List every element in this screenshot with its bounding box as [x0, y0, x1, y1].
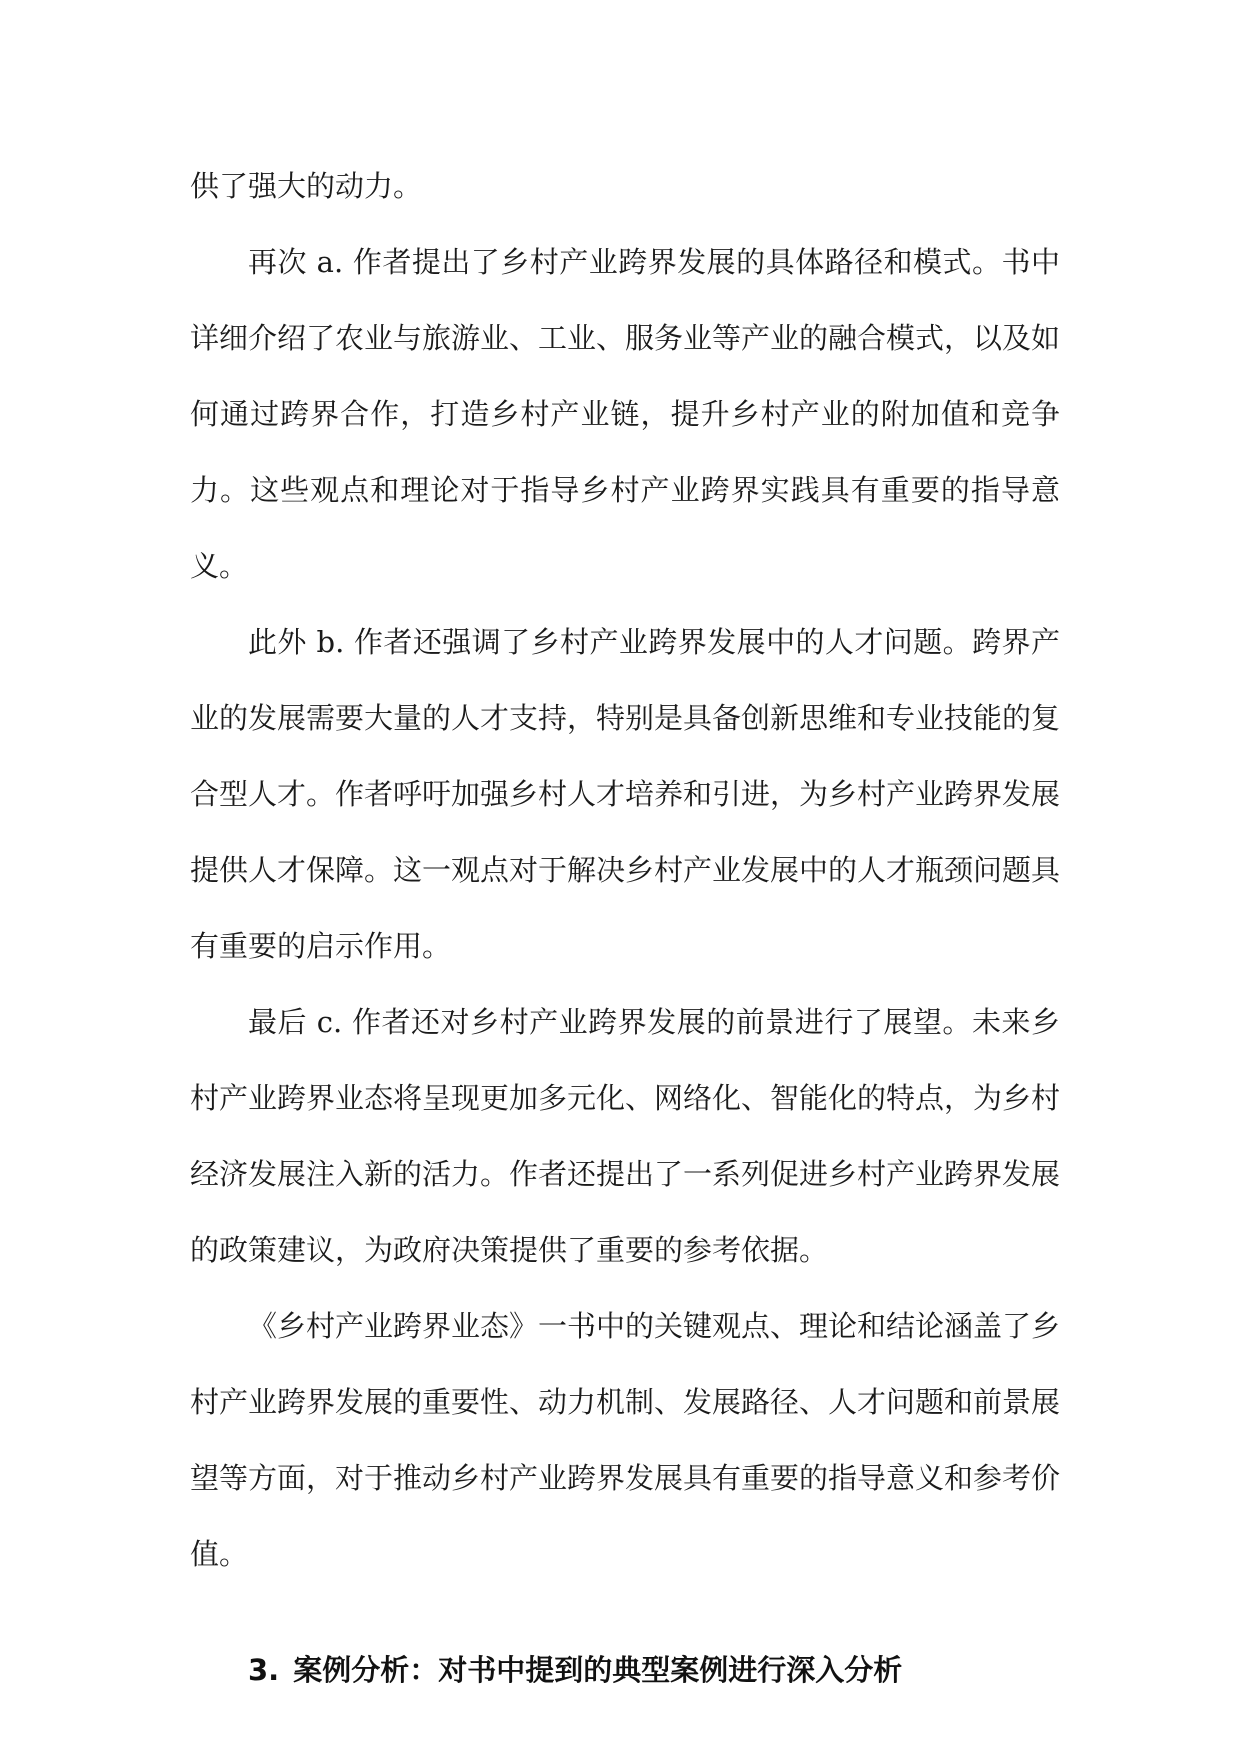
- paragraph-b-talent: 此外 b. 作者还强调了乡村产业跨界发展中的人才问题。跨界产业的发展需要大量的人才支持，特别是具备创新思维和专业技能的复合型人才。作者呼吁加强乡村人才培养和引进，为乡村产业跨界发展提供人才保障。这一观点对于解决乡村产业发展中的人才瓶颈问题具有重要的启示作用。: [190, 625, 1061, 963]
- section-number: 3.: [248, 1653, 280, 1687]
- paragraph-c-outlook: 最后 c. 作者还对乡村产业跨界发展的前景进行了展望。未来乡村产业跨界业态将呈现更加多元化、网络化、智能化的特点，为乡村经济发展注入新的活力。作者还提出了一系列促进乡村产业跨界发展的政策建议，为政府决策提供了重要的参考依据。: [190, 1005, 1061, 1267]
- paragraph-summary: 《乡村产业跨界业态》一书中的关键观点、理论和结论涵盖了乡村产业跨界发展的重要性、动力机制、发展路径、人才问题和前景展望等方面，对于推动乡村产业跨界发展具有重要的指导意义和参考价值。: [190, 1309, 1061, 1571]
- paragraph-a-paths-and-models: 再次 a. 作者提出了乡村产业跨界发展的具体路径和模式。书中详细介绍了农业与旅游业、工业、服务业等产业的融合模式，以及如何通过跨界合作，打造乡村产业链，提升乡村产业的附加值和竞争力。这些观点和理论对于指导乡村产业跨界实践具有重要的指导意义。: [190, 245, 1061, 583]
- document-page: [190, 148, 1060, 1708]
- section-heading: [190, 1632, 1060, 1708]
- section-title: 案例分析：对书中提到的典型案例进行深入分析: [293, 1653, 903, 1687]
- paragraph-continuation: 供了强大的动力。: [190, 169, 423, 203]
